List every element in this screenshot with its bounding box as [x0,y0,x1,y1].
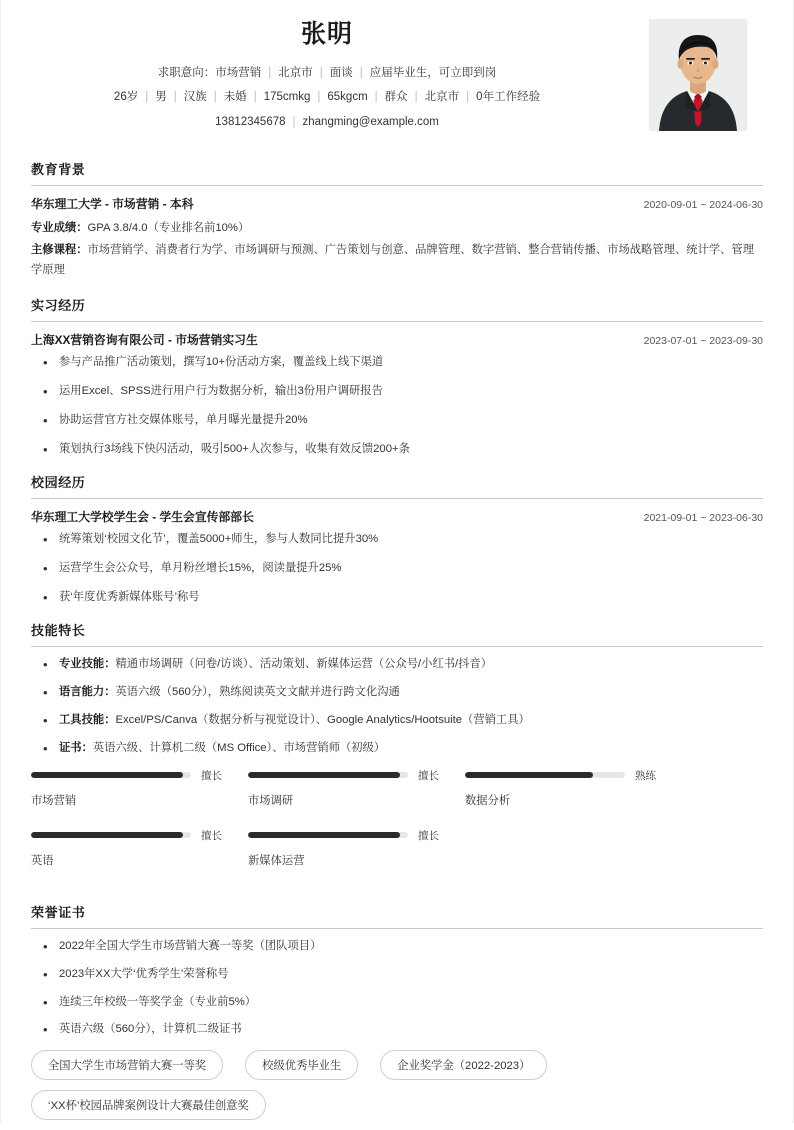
skill-bar-fill [31,772,183,778]
section-divider [31,185,763,186]
section-title-education: 教育背景 [31,161,86,177]
skill-bar-fill [248,832,400,838]
honor-tag: ‘XX杯’校园品牌案例设计大赛最佳创意奖 [31,1090,266,1120]
skill-bar-cell [465,768,682,808]
resume-header [1,0,793,145]
meta-separator: | [414,91,418,104]
meta-separator: | [374,91,378,104]
personal-line [31,85,623,110]
campus-entry-title: 华东理工大学校学生会 - 学生会宣传部部长 [31,510,254,525]
list-item: • 连续三年校级一等奖学金（专业前5%） [31,994,763,1011]
meta-separator: | [213,91,217,104]
education-gpa-label: 专业成绩： [31,221,88,234]
section-title-campus: 校园经历 [31,475,86,491]
meta-separator: | [359,66,363,79]
skill-level-label: 熟练 [635,769,656,782]
skill-level-label: 擅长 [201,829,222,842]
meta-separator: | [466,91,470,104]
list-item [31,712,763,729]
education-entry [31,195,763,282]
skill-bar-row [248,768,465,783]
personal-item-6: 群众 [384,91,408,104]
education-gpa-value: GPA 3.8/4.0（专业排名前10%） [87,221,250,234]
skill-item-label: 专业技能： [59,657,116,670]
list-item: • 2022年全国大学生市场营销大赛一等奖（团队项目） [31,938,763,955]
education-courses-row [31,240,763,282]
internship-bullet-list [31,354,763,458]
section-title-internship: 实习经历 [31,298,86,314]
skill-bar-row [248,828,465,843]
section-divider [31,646,763,647]
meta-separator: | [173,91,177,104]
skill-item-list [31,656,763,757]
internship-entry [31,331,763,458]
campus-entry-date: 2021-09-01 ~ 2023-06-30 [643,512,763,525]
education-courses-value: 市场营销学、消费者行为学、市场调研与预测、广告策划与创意、品牌管理、数字营销、整合营销传播、市场战略管理、统计学、管理学原理 [31,243,755,277]
skill-bar-cell [248,828,465,868]
section-campus [1,472,793,606]
skill-name-label: 数据分析 [465,794,511,807]
skill-bar-grid [31,768,763,888]
skill-item-label: 证书： [59,741,93,754]
list-item: • 获‘年度优秀新媒体账号’称号 [31,589,763,606]
internship-entry-title: 上海XX营销咨询有限公司 - 市场营销实习生 [31,333,258,348]
skill-bar-row [31,768,248,783]
meta-separator: | [319,66,323,79]
entry-head [31,195,763,212]
entry-head [31,331,763,348]
contact-line [31,110,623,135]
skill-name-label: 市场调研 [248,794,294,807]
objective-item-2: 面谈 [329,66,353,79]
skill-bar-fill [465,772,593,778]
education-courses-label: 主修课程： [31,243,88,256]
honor-tag: 企业奖学金（2022-2023） [380,1050,547,1080]
objective-item-3: 应届毕业生，可立即到岗 [369,66,497,79]
skill-item-value: 精通市场调研（问卷/访谈）、活动策划、新媒体运营（公众号/小红书/抖音） [115,657,493,670]
personal-item-8: 0年工作经验 [476,91,541,104]
skill-bar-cell [31,768,248,808]
skill-bar-track [31,772,191,778]
section-education [1,159,793,282]
section-divider [31,928,763,929]
skill-item-value: 英语六级（560分），熟练阅读英文文献并进行跨文化沟通 [115,685,400,698]
objective-line [31,61,623,86]
personal-item-3: 未婚 [223,91,247,104]
honors-tag-list [31,1050,763,1130]
contact-item-0: 13812345678 [215,115,286,128]
personal-item-5: 65kgcm [327,91,368,104]
list-item [31,740,763,757]
skill-bar-row [465,768,682,783]
list-item: • 英语六级（560分），计算机二级证书 [31,1021,763,1038]
section-title-honors: 荣誉证书 [31,904,86,920]
meta-separator: | [292,115,296,128]
skill-item-value: 英语六级、计算机二级（MS Office）、市场营销师（初级） [92,741,386,754]
entry-head [31,508,763,525]
personal-item-4: 175cmkg [263,91,311,104]
personal-item-2: 汉族 [183,91,207,104]
list-item: • 运用Excel、SPSS进行用户行为数据分析，输出3份用户调研报告 [31,383,763,400]
skill-name-label: 新媒体运营 [248,854,305,867]
skill-level-label: 擅长 [418,769,439,782]
avatar [649,19,747,131]
section-honors [1,902,793,1130]
objective-label: 求职意向： [157,66,216,79]
list-item [31,656,763,673]
avatar-photo-icon [649,19,747,131]
skill-item-label: 语言能力： [59,685,116,698]
personal-item-1: 男 [155,91,167,104]
skill-item-label: 工具技能： [59,713,116,726]
personal-item-0: 26岁 [113,91,139,104]
honor-tag: 校级优秀毕业生 [245,1050,358,1080]
list-item: • 协助运营官方社交媒体账号，单月曝光量提升20% [31,412,763,429]
list-item: • 运营学生会公众号，单月粉丝增长15%，阅读量提升25% [31,560,763,577]
honors-bullet-list [31,938,763,1039]
campus-entry [31,508,763,606]
personal-item-7: 北京市 [424,91,460,104]
objective-items [215,67,496,79]
objective-item-0: 市场营销 [215,66,262,79]
education-entry-title: 华东理工大学 - 市场营销 - 本科 [31,196,194,211]
skill-bar-fill [31,832,183,838]
skill-name-label: 市场营销 [31,794,77,807]
skill-item-value: Excel/PS/Canva（数据分析与视觉设计）、Google Analytics/Hootsuite（营销工具） [115,713,530,726]
list-item: • 统筹策划‘校园文化节’，覆盖5000+师生，参与人数同比提升30% [31,531,763,548]
section-divider [31,498,763,499]
skill-bar-track [248,832,408,838]
campus-bullet-list [31,531,763,606]
list-item: • 参与产品推广活动策划，撰写10+份活动方案，覆盖线上线下渠道 [31,354,763,371]
contact-item-1: zhangming@example.com [302,115,439,128]
meta-separator: | [145,91,149,104]
education-gpa-row [31,218,763,239]
honor-tag: 全国大学生市场营销大赛一等奖 [31,1050,223,1080]
meta-separator: | [253,91,257,104]
list-item: • 2023年XX大学‘优秀学生’荣誉称号 [31,966,763,983]
internship-entry-date: 2023-07-01 ~ 2023-09-30 [643,335,763,348]
list-item [31,684,763,701]
skill-level-label: 擅长 [418,829,439,842]
education-entry-date: 2020-09-01 ~ 2024-06-30 [643,198,763,211]
page-title: 张明 [300,20,353,48]
skill-bar-track [248,772,408,778]
list-item: • 策划执行3场线下快闪活动，吸引500+人次参与，收集有效反馈200+条 [31,441,763,458]
skill-bar-row [31,828,248,843]
skill-bar-cell [248,768,465,808]
section-skills [1,620,793,888]
skill-bar-track [31,832,191,838]
skill-bar-cell [31,828,248,868]
section-divider [31,321,763,322]
skill-bar-fill [248,772,400,778]
section-internship [1,295,793,458]
meta-separator: | [268,66,272,79]
skill-name-label: 英语 [31,854,54,867]
meta-separator: | [317,91,321,104]
header-text-block [31,18,623,135]
skill-bar-track [465,772,625,778]
section-title-skills: 技能特长 [31,622,86,638]
skill-level-label: 擅长 [201,769,222,782]
objective-item-1: 北京市 [278,66,313,79]
